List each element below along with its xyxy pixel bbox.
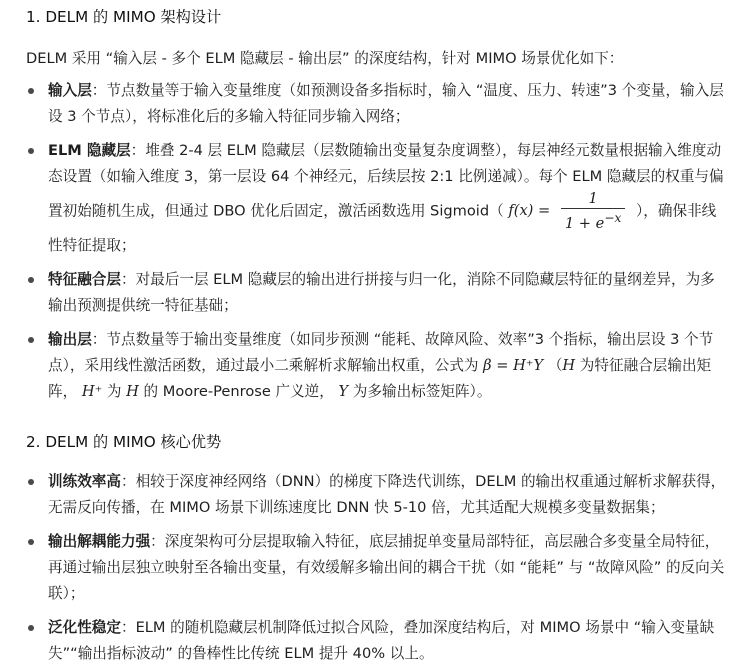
item-text: ：节点数量等于输入变量维度（如预测设备多指标时，输入 “温度、压力、转速”3 个变量，输入层设 3 个节点），将标准化后的多输入特征同步输入网络；	[48, 82, 724, 125]
section1-heading: 1. DELM 的 MIMO 架构设计	[26, 8, 222, 26]
paren-open: （	[547, 356, 563, 374]
bullet-icon	[28, 277, 34, 283]
item-title: 特征融合层	[48, 270, 121, 288]
output-weight-equation: β = H⁺Y	[483, 356, 544, 374]
item-text: ：ELM 的随机隐藏层机制降低过拟合风险，叠加深度结构后，对 MIMO 场景中 “输入变量缺失”“输出指标波动” 的鲁棒性比传统 ELM 提升 40% 以上。	[48, 618, 715, 662]
list-item-elm-hidden-layer	[26, 138, 729, 259]
bullet-icon	[28, 88, 34, 94]
item-title: 泛化性稳定	[48, 618, 121, 636]
fraction-denominator	[561, 209, 625, 233]
section1-list	[26, 78, 729, 405]
section2-list	[26, 469, 729, 667]
item-text: 为	[106, 382, 122, 400]
math-H: H	[562, 356, 576, 374]
bullet-icon	[28, 337, 34, 343]
section1-intro: DELM 采用 “输入层 - 多个 ELM 隐藏层 - 输出层” 的深度结构，针对 MIMO 场景优化如下：	[26, 50, 624, 67]
item-text: ：对最后一层 ELM 隐藏层的输出进行拼接与归一化，消除不同隐藏层特征的量纲差异，为多输出预测提供统一特征基础；	[48, 270, 715, 314]
bullet-icon	[28, 148, 34, 154]
item-title: 输入层	[48, 82, 92, 99]
math-H-plus: H⁺	[81, 382, 103, 400]
list-item-output-decoupling	[26, 529, 729, 607]
denominator-exponent: −x	[604, 211, 622, 225]
item-title: ELM 隐藏层	[48, 142, 131, 159]
item-text-tail: ），确保非线性特征提取；	[48, 202, 717, 254]
bullet-icon	[28, 625, 34, 631]
item-title: 训练效率高	[48, 472, 121, 490]
item-title: 输出层	[48, 330, 92, 348]
list-item-training-efficiency	[26, 469, 729, 521]
sigmoid-fraction	[561, 190, 625, 233]
list-item-input-layer	[26, 78, 729, 130]
math-Y: Y	[338, 382, 349, 400]
item-text: ：相较于深度神经网络（DNN）的梯度下降迭代训练，DELM 的输出权重通过解析求解获得，无需反向传播，在 MIMO 场景下训练速度比 DNN 快 5-10 倍，尤其适配大规模多变量数据集；	[48, 472, 726, 516]
math-H: H	[126, 382, 139, 400]
item-text: 的 Moore-Penrose 广义逆，	[143, 382, 334, 400]
fraction-numerator: 1	[561, 190, 625, 209]
denominator-base: 1 + e	[564, 214, 605, 232]
item-text: 为多输出标签矩阵）。	[352, 382, 492, 400]
section2-heading: 2. DELM 的 MIMO 核心优势	[26, 432, 222, 451]
list-item-output-layer	[26, 327, 729, 405]
item-title: 输出解耦能力强	[48, 532, 151, 550]
item-text: ：节点数量等于输出变量维度（如同步预测 “能耗、故障风险、效率”3 个指标，输出层设 3 个节点），采用线性激活函数，通过最小二乘解析求解输出权重，公式为	[48, 330, 714, 374]
item-text: 为特征融合层输出矩阵，	[48, 356, 712, 400]
bullet-icon	[28, 539, 34, 545]
list-item-generalization	[26, 615, 729, 667]
formula-lhs: f(x) =	[508, 202, 551, 220]
item-text: ：深度架构可分层提取输入特征，底层捕捉单变量局部特征，高层融合多变量全局特征，再通过输出层独立映射至各输出变量，有效缓解多输出间的耦合干扰（如 “能耗” 与 “故障风险” 的反向关联）；	[48, 532, 725, 602]
list-item-feature-fusion	[26, 267, 729, 319]
bullet-icon	[28, 479, 34, 485]
item-text: ：堆叠 2-4 层 ELM 隐藏层（层数随输出变量复杂度调整），每层神经元数量根据输入维度动态设置（如输入维度 3，第一层设 64 个神经元，后续层按 2:1 比例递减）。每个 ELM 隐藏层的权重与偏置初始随机生成，但通过 DBO 优化后固定，激活函数选用 Sigmoid（	[48, 142, 724, 220]
